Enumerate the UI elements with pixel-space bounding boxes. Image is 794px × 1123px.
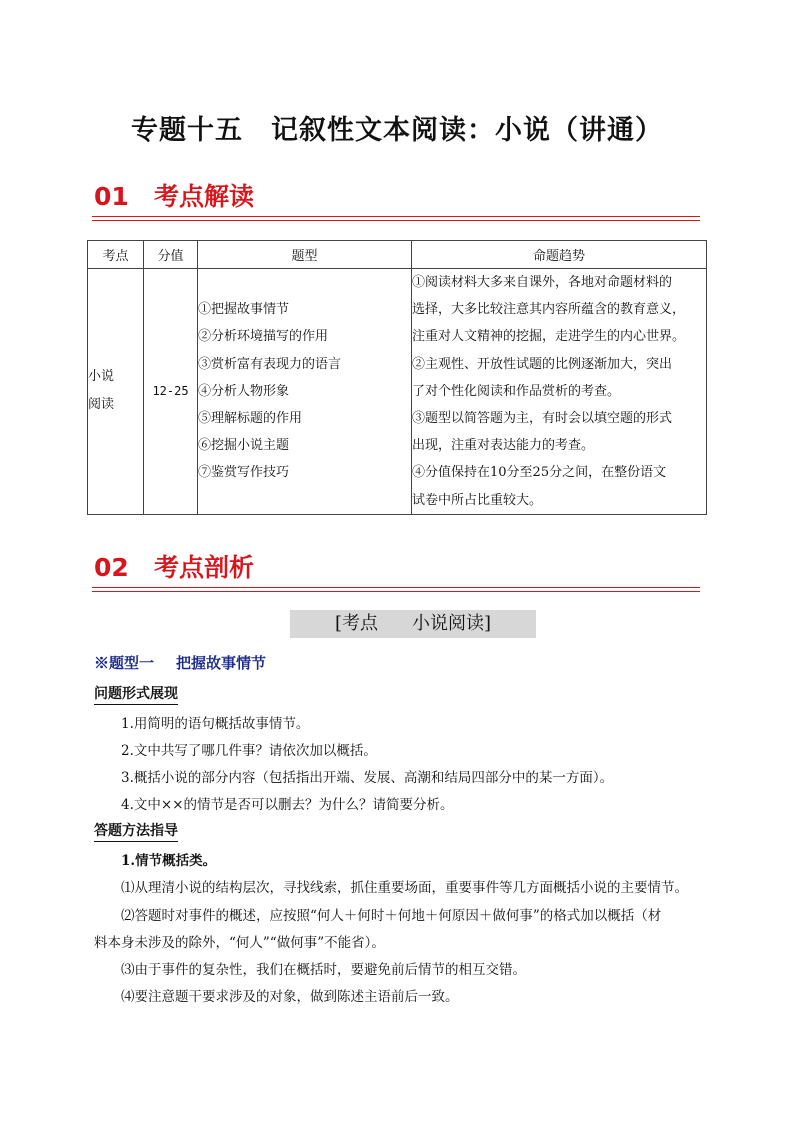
box-text: [考点	[334, 613, 378, 634]
kaodian-box	[290, 610, 536, 638]
table-header-cell: 分值	[144, 241, 198, 269]
table-header-row	[88, 241, 707, 269]
table-row	[88, 269, 707, 515]
text-line: ③题型以简答题为主，有时会以填空题的形式	[412, 411, 673, 427]
cell-tixing	[198, 269, 412, 515]
problem-heading: 问题形式展现	[94, 683, 178, 703]
text-line: ④分值保持在10分至25分之间，在整份语文	[412, 465, 667, 481]
section-heading-2	[92, 549, 700, 583]
section-number: 01	[94, 182, 129, 211]
cell-kaodian	[88, 269, 144, 515]
cell-text: 小说	[88, 369, 115, 385]
text-line: ⑴从理清小说的结构层次，寻找线索，抓住重要场面，重要事件等几方面概括小说的主要情节。	[121, 880, 688, 896]
question-type-prefix: ※题型一	[94, 654, 155, 672]
page-title: 专题十五 记叙性文本阅读：小说（讲通）	[131, 115, 663, 146]
box-text: 小说阅读]	[412, 613, 492, 634]
method-subheading: 1.情节概括类。	[121, 853, 217, 869]
section-rule	[92, 587, 700, 588]
section-number: 02	[94, 553, 129, 582]
cell-qushi	[412, 269, 707, 515]
question-type-heading	[94, 652, 266, 673]
section-label: 考点剖析	[154, 553, 255, 582]
section-rule	[92, 591, 700, 592]
list-item: 2.文中共写了哪几件事？请依次加以概括。	[121, 743, 377, 759]
text-line: 料本身未涉及的除外，“何人”“做何事”不能省）。	[94, 935, 385, 951]
method-heading: 答题方法指导	[94, 820, 178, 840]
list-item: ⑦鉴赏写作技巧	[198, 465, 290, 481]
list-item: ③赏析富有表现力的语言	[198, 356, 342, 372]
question-type-name: 把握故事情节	[176, 654, 267, 672]
list-item: ②分析环境描写的作用	[198, 329, 329, 345]
text-line: 注重对人文精神的挖掘，走进学生的内心世界。	[412, 329, 686, 345]
section-label: 考点解读	[154, 182, 255, 211]
text-line: 出现，注重对表达能力的考查。	[412, 438, 595, 454]
text-line: ⑵答题时对事件的概述，应按照“何人＋何时＋何地＋何原因＋做何事”的格式加以概括（材	[121, 908, 662, 924]
text-line: 选择，大多比较注意其内容所蕴含的教育意义，	[412, 302, 686, 318]
text-line: ⑶由于事件的复杂性，我们在概括时，要避免前后情节的相互交错。	[121, 962, 526, 978]
list-item: 4.文中××的情节是否可以删去？为什么？请简要分析。	[121, 797, 454, 813]
list-item: 3.概括小说的部分内容（包括指出开端、发展、高潮和结局四部分中的某一方面）。	[121, 770, 614, 786]
text-line: ②主观性、开放性试题的比例逐渐加大，突出	[412, 356, 673, 372]
list-item: ⑥挖掘小说主题	[198, 438, 290, 454]
list-item: 1.用简明的语句概括故事情节。	[121, 716, 310, 732]
table-header-cell: 题型	[198, 241, 412, 269]
cell-fenzhi: 12-25	[144, 269, 198, 515]
text-line: ①阅读材料大多来自课外，各地对命题材料的	[412, 275, 673, 290]
table-header-cell: 考点	[88, 241, 144, 269]
list-item: ⑤理解标题的作用	[198, 411, 303, 427]
section-heading-1	[92, 178, 700, 212]
text-line: 了对个性化阅读和作品赏析的考查。	[412, 383, 621, 399]
cell-text: 阅读	[88, 397, 115, 413]
list-item: ①把握故事情节	[198, 302, 290, 318]
list-item: ④分析人物形象	[198, 383, 290, 399]
section-rule	[92, 220, 700, 221]
table-header-cell: 命题趋势	[412, 241, 707, 269]
exam-points-table	[87, 240, 707, 515]
text-line: ⑷要注意题干要求涉及的对象，做到陈述主语前后一致。	[121, 989, 459, 1005]
section-rule	[92, 216, 700, 217]
text-line: 试卷中所占比重较大。	[412, 492, 543, 508]
